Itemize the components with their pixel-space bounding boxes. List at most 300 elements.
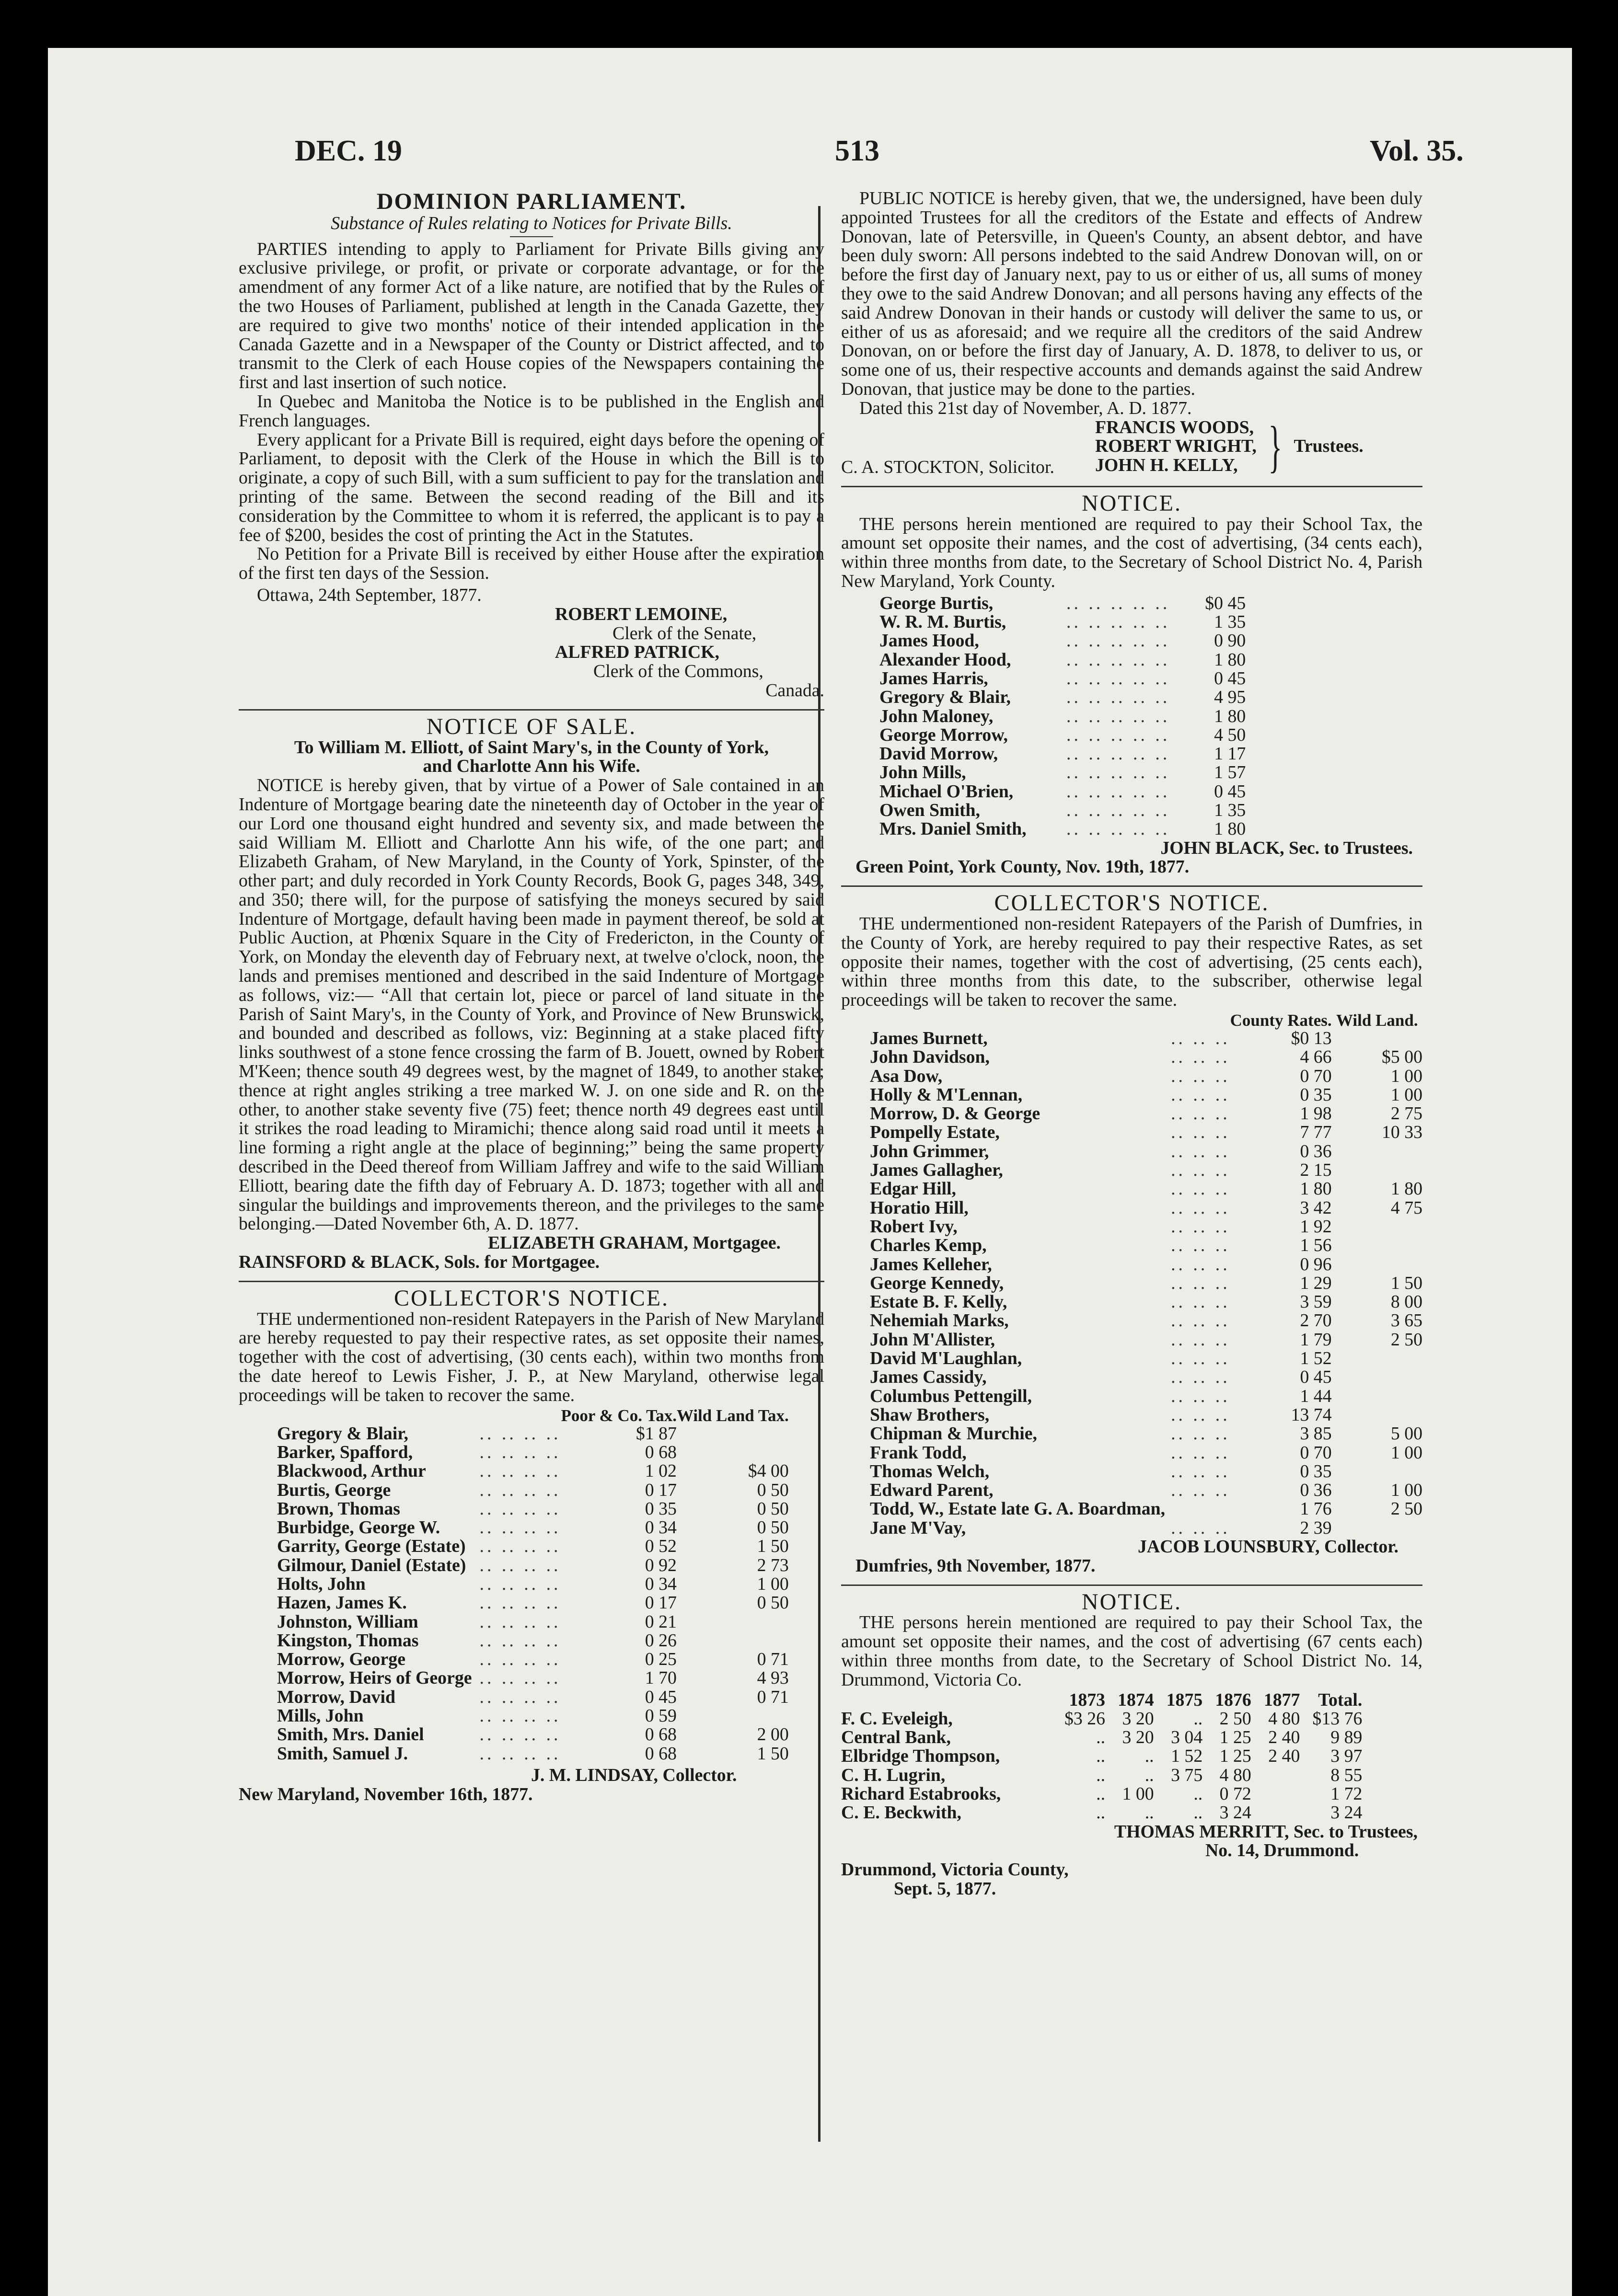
- leader-dots: .. .. .. .. ..: [1066, 781, 1170, 802]
- wild-land-amount: [1332, 1161, 1422, 1180]
- wild-land-amount: [1332, 1462, 1422, 1481]
- ratepayer-name: Morrow, David: [277, 1687, 396, 1707]
- county-rate-amount: 0 70: [1300, 1442, 1332, 1463]
- ratepayer-name: Hazen, James K.: [277, 1593, 407, 1613]
- table-row: [277, 1575, 789, 1594]
- table-row: [879, 726, 1246, 745]
- wild-land-amount: [677, 1613, 789, 1631]
- leader-dots: .. .. .. ..: [479, 1611, 561, 1632]
- leader-dots: .. .. ..: [1171, 1122, 1230, 1143]
- table-row: [870, 1462, 1422, 1481]
- year-amount: ..: [1193, 1708, 1203, 1729]
- ratepayer-name: James Harris,: [879, 668, 988, 689]
- leader-dots: .. .. ..: [1171, 1292, 1230, 1312]
- year-amount: 0 72: [1219, 1784, 1251, 1804]
- wild-land-amount: 1 00: [1390, 1442, 1422, 1463]
- year-amount: 4 80: [1219, 1765, 1251, 1785]
- table-row: [870, 1406, 1422, 1424]
- county-rate-amount: $0 13: [1291, 1028, 1332, 1048]
- year-amount: 3 75: [1171, 1765, 1203, 1785]
- leader-dots: .. .. ..: [1171, 1197, 1230, 1218]
- ratepayer-name: David M'Laughlan,: [870, 1348, 1022, 1369]
- county-rate-amount: 1 29: [1300, 1273, 1332, 1293]
- year-amount: ..: [1193, 1784, 1203, 1804]
- table-row: [870, 1217, 1422, 1236]
- notice14-title: NOTICE.: [1082, 1589, 1182, 1615]
- notice14-place-1: Drummond, Victoria County,: [841, 1860, 1069, 1880]
- tax-amount: $0 45: [1205, 593, 1246, 613]
- ratepayer-name: Burbidge, George W.: [277, 1517, 440, 1538]
- public-notice-dated: Dated this 21st day of November, A. D. 1877.: [859, 398, 1192, 418]
- sale-body: NOTICE is hereby given, that by virtue of a Power of Sale contained in an Indenture of Mortgage bearing date the nineteenth day of October in the year of our Lord one thousand eight hundred and seventy six, and made between the said William M. Elliott and Charlotte Ann his wife, of the one part; and Elizabeth Graham, of New Maryland, in the County of York, Spinster, of the other part; and duly recorded in York County Records, Book G, pages 348, 349, and 350; there will, for the purpose of satisfying the moneys secured by said Indenture of Mortgage, default having been made in payment thereof, be sold at Public Auction, at Phœnix Square in the City of Fredericton, in the County of York, on Monday the eleventh day of February next, at twelve o'clock, noon, the lands and premises mentioned and described in the said Indenture of Mortgage as follows, viz:— “All that certain lot, piece or parcel of land situate in the Parish of Saint Mary's, in the County of York, and Province of New Brunswick, and bounded and described as follows, viz: Beginning at a stake placed fifty links southwest of a stone fence crossing the farm of B. Jouett, owned by Robert M'Keen; thence south 49 degrees west, by the magnet of 1849, to another stake; thence at right angles striking a tree marked W. J. on one side and R. on the other, to another stake seventy five (75) feet; thence north 49 degrees east until it strikes the road leading to Miramichi; thence along said road until it meets a line forming a right angle at the place of beginning;” being the same property described in the Deed thereof from William Jaffrey and wife to the said William Elliott, bearing date the fifth day of February A. D. 1873; together with all and singular the buildings and improvements thereon, and the privileges to the same belonging.—Dated November 6th, A. D. 1877.: [239, 775, 824, 1234]
- ratepayer-name: James Cassidy,: [870, 1367, 987, 1388]
- wild-land-amount: [1332, 1255, 1422, 1274]
- leader-dots: .. .. ..: [1171, 1216, 1230, 1237]
- county-rate-amount: 3 59: [1300, 1292, 1332, 1312]
- leader-dots: .. .. .. ..: [479, 1480, 561, 1500]
- table-row: [870, 1368, 1422, 1387]
- section-rule: [239, 709, 824, 711]
- table-row: [841, 1785, 1362, 1803]
- ratepayer-name: George Burtis,: [879, 593, 994, 613]
- leader-dots: .. .. ..: [1171, 1461, 1230, 1481]
- leader-dots: .. .. ..: [1171, 1103, 1230, 1124]
- tax-amount: 0 45: [1214, 781, 1246, 802]
- year-amount: 3 24: [1330, 1802, 1363, 1823]
- year-amount: 1 72: [1330, 1784, 1363, 1804]
- ratepayer-name: Elbridge Thompson,: [841, 1746, 1000, 1767]
- year-amount: [1251, 1803, 1300, 1822]
- leader-dots: [1165, 1500, 1230, 1518]
- collector-d-body: THE undermentioned non-resident Ratepayers of the Parish of Dumfries, in the County of York, are hereby required to pay their respective Rates, as set opposite their names, together with the cost of advertising, (25 cents each), within three months from this date, to the subscriber, otherwise legal proceedings will be taken to recover the same.: [841, 913, 1422, 1010]
- county-rate-amount: 3 85: [1300, 1424, 1332, 1444]
- table-row: [870, 1123, 1422, 1142]
- dominion-paragraph-2: In Quebec and Manitoba the Notice is to be published in the English and French languages.: [239, 391, 824, 431]
- right-column: [841, 189, 1422, 1899]
- county-rate-amount: 2 39: [1300, 1517, 1332, 1538]
- county-rate-amount: 0 35: [1300, 1461, 1332, 1481]
- notice4-body: THE persons herein mentioned are required to pay their School Tax, the amount set opposite their names, and the cost of advertising, (34 cents each), within three months from date, to the Secretary of School District No. 4, Parish New Maryland, York County.: [841, 514, 1422, 591]
- year-amount: 3 04: [1171, 1727, 1203, 1748]
- year-amount: 9 89: [1330, 1727, 1363, 1748]
- year-amount: $13 76: [1312, 1708, 1363, 1729]
- table-row: [277, 1462, 789, 1481]
- ratepayer-name: Morrow, D. & George: [870, 1103, 1040, 1124]
- wild-land-amount: 1 80: [1390, 1179, 1422, 1199]
- table-row: [277, 1745, 789, 1763]
- trustee-name: FRANCIS WOODS,: [1095, 417, 1254, 437]
- brace-glyph: }: [1268, 414, 1283, 479]
- wild-land-amount: [1332, 1387, 1422, 1406]
- wild-land-amount: [677, 1631, 789, 1650]
- table-row: [870, 1331, 1422, 1349]
- ratepayer-name: Charles Kemp,: [870, 1235, 987, 1256]
- year-amount: ..: [1096, 1784, 1106, 1804]
- leader-dots: .. .. ..: [1171, 1160, 1230, 1181]
- table-row: [870, 1161, 1422, 1180]
- leader-dots: .. .. .. .. ..: [1066, 762, 1170, 783]
- tax-amount: 0 90: [1214, 631, 1246, 651]
- table-row: [870, 1236, 1422, 1255]
- ratepayer-name: C. H. Lugrin,: [841, 1765, 946, 1785]
- county-rate-amount: 2 15: [1300, 1160, 1332, 1181]
- ratepayer-name: Pompelly Estate,: [870, 1122, 1000, 1143]
- leader-dots: .. .. .. ..: [479, 1517, 561, 1538]
- leader-dots: .. .. .. ..: [479, 1498, 561, 1519]
- wild-land-amount: [1332, 1368, 1422, 1387]
- ratepayer-name: Blackwood, Arthur: [277, 1461, 426, 1481]
- table-row: [277, 1424, 789, 1443]
- table-row: [879, 688, 1246, 707]
- table-row: [277, 1613, 789, 1631]
- sale-solicitors: RAINSFORD & BLACK, Sols. for Mortgagee.: [239, 1252, 600, 1273]
- sale-addressee-2: and Charlotte Ann his Wife.: [423, 756, 640, 777]
- ratepayer-name: Smith, Mrs. Daniel: [277, 1724, 424, 1745]
- county-rate-amount: 1 80: [1300, 1179, 1332, 1199]
- leader-dots: .. .. .. .. ..: [1066, 819, 1170, 839]
- leader-dots: .. .. ..: [1171, 1179, 1230, 1199]
- year-amount: ..: [1193, 1802, 1203, 1823]
- leader-dots: .. .. ..: [1171, 1047, 1230, 1068]
- year-amount: ..: [1096, 1802, 1106, 1823]
- public-notice-body: PUBLIC NOTICE is hereby given, that we, the undersigned, have been duly appointed Trustees for all the creditors of the Estate and effects of Andrew Donovan, late of Petersville, in Queen's County, an absent debtor, and have been duly sworn: All persons indebted to the said Andrew Donovan will, on or before the first day of January next, pay to us or either of us, all sums of money they owe to the said Andrew Donovan; and all persons having any effects of the said Andrew Donovan in their hands or custody will deliver the same to us, or either of us as aforesaid; and we require all the creditors of the said Andrew Donovan, on or before the first day of January, A. D. 1878, to deliver to us, or some one of us, their respective accounts and demands against the said Andrew Donovan, that justice may be done to the parties.: [841, 188, 1422, 399]
- wild-land-amount: 1 50: [757, 1743, 789, 1764]
- trustees-label: Trustees.: [1294, 436, 1364, 457]
- ratepayer-name: Owen Smith,: [879, 800, 981, 820]
- dominion-signature-1: ROBERT LEMOINE,: [555, 604, 728, 624]
- table-row: [879, 801, 1246, 820]
- year-amount: 3 97: [1330, 1746, 1363, 1767]
- table-row: [870, 1274, 1422, 1293]
- table-row: [277, 1688, 789, 1707]
- tax-amount: 4 50: [1214, 724, 1246, 745]
- county-rate-amount: 1 52: [1300, 1348, 1332, 1369]
- leader-dots: .. .. ..: [1171, 1066, 1230, 1086]
- year-amount: 3 20: [1122, 1727, 1154, 1748]
- wild-land-amount: 10 33: [1381, 1122, 1422, 1143]
- wild-land-amount: 1 50: [757, 1536, 789, 1557]
- section-rule: [239, 1281, 824, 1282]
- leader-dots: .. .. ..: [1171, 1084, 1230, 1105]
- county-rate-amount: 1 92: [1300, 1216, 1332, 1237]
- wild-land-amount: 0 71: [757, 1687, 789, 1707]
- ratepayer-name: James Hood,: [879, 631, 979, 651]
- year-header: 1875: [1166, 1689, 1203, 1710]
- leader-dots: .. .. ..: [1171, 1517, 1230, 1538]
- ratepayer-name: C. E. Beckwith,: [841, 1802, 961, 1823]
- tax-amount: 1 80: [1214, 819, 1246, 839]
- wild-land-amount: 2 73: [757, 1555, 789, 1575]
- year-amount: 2 50: [1219, 1708, 1251, 1729]
- county-rate-amount: 1 76: [1300, 1499, 1332, 1519]
- dominion-signature-2-title: Clerk of the Commons,: [593, 661, 763, 682]
- table-row: [870, 1199, 1422, 1217]
- ratepayer-name: Central Bank,: [841, 1727, 951, 1748]
- tax-amount: 0 52: [645, 1536, 677, 1557]
- ratepayer-name: Asa Dow,: [870, 1066, 943, 1086]
- year-amount: 8 55: [1330, 1765, 1363, 1785]
- leader-dots: .. .. .. ..: [479, 1573, 561, 1594]
- tax-amount: 0 21: [645, 1611, 677, 1632]
- year-amount: 1 25: [1219, 1746, 1251, 1767]
- wild-land-amount: [1332, 1349, 1422, 1368]
- county-rate-amount: 1 98: [1300, 1103, 1332, 1124]
- ratepayer-name: Holts, John: [277, 1573, 366, 1594]
- tax-amount: 1 35: [1214, 612, 1246, 632]
- tax-amount: 0 35: [645, 1498, 677, 1519]
- leader-dots: .. .. .. ..: [479, 1743, 561, 1764]
- ratepayer-name: Morrow, Heirs of George: [277, 1668, 472, 1688]
- ratepayer-name: Kingston, Thomas: [277, 1630, 419, 1651]
- year-amount: 1 52: [1171, 1746, 1203, 1767]
- ratepayer-name: Burtis, George: [277, 1480, 391, 1500]
- ratepayer-name: Garrity, George (Estate): [277, 1536, 466, 1557]
- notice14-body: THE persons herein mentioned are required to pay their School Tax, the amount set opposite their names, and the cost of advertising (67 cents each) within three months from date, to the Secretary of School District No. 14, Drummond, Victoria Co.: [841, 1612, 1422, 1690]
- year-amount: 2 40: [1268, 1727, 1300, 1748]
- tax-amount: 4 95: [1214, 687, 1246, 708]
- dominion-paragraph-3: Every applicant for a Private Bill is required, eight days before the opening of Parliament, to deposit with the Clerk of the House in which the Bill is to originate, a copy of such Bill, with a sum sufficient to pay for the translation and printing of the same. Between the second reading of the Bill and its consideration by the Committee to whom it is referred, the applicant is to pay a fee of $200, besides the cost of printing the Act in the Statutes.: [239, 429, 824, 545]
- year-amount: 4 80: [1268, 1708, 1300, 1729]
- ratepayer-name: Smith, Samuel J.: [277, 1743, 408, 1764]
- ratepayer-name: Brown, Thomas: [277, 1498, 400, 1519]
- trustee-name: JOHN H. KELLY,: [1095, 455, 1238, 476]
- wild-land-amount: $5 00: [1381, 1047, 1422, 1068]
- section-rule: [841, 1584, 1422, 1586]
- ratepayer-name: Edward Parent,: [870, 1480, 994, 1501]
- leader-dots: .. .. ..: [1171, 1424, 1230, 1444]
- table-row: [277, 1725, 789, 1744]
- notice14-table: [841, 1691, 1362, 1823]
- leader-dots: .. .. .. ..: [479, 1687, 561, 1707]
- table-row: [879, 651, 1246, 669]
- section-rule: [841, 486, 1422, 487]
- table-row: [277, 1669, 789, 1688]
- leader-dots: .. .. ..: [1171, 1254, 1230, 1274]
- county-rate-amount: 7 77: [1300, 1122, 1332, 1143]
- notice14-signature-1: THOMAS MERRITT, Sec. to Trustees,: [1114, 1821, 1418, 1842]
- leader-dots: .. .. ..: [1171, 1028, 1230, 1048]
- table-row: [277, 1537, 789, 1556]
- wild-land-amount: 1 00: [1390, 1084, 1422, 1105]
- tax-amount: 0 34: [645, 1517, 677, 1538]
- ratepayer-name: Thomas Welch,: [870, 1461, 990, 1481]
- ratepayer-name: Johnston, William: [277, 1611, 418, 1632]
- collector-d-table: [870, 1012, 1422, 1538]
- wild-land-amount: 2 50: [1390, 1499, 1422, 1519]
- leader-dots: .. .. .. .. ..: [1066, 649, 1170, 670]
- table-row: [870, 1481, 1422, 1500]
- tax-amount: 0 45: [1214, 668, 1246, 689]
- table-row: [277, 1518, 789, 1537]
- table-row: [277, 1556, 789, 1575]
- table-row: [277, 1443, 789, 1462]
- leader-dots: .. .. ..: [1171, 1310, 1230, 1331]
- year-amount: ..: [1096, 1727, 1106, 1748]
- leader-dots: .. .. ..: [1171, 1367, 1230, 1388]
- tax-amount: 1 57: [1214, 762, 1246, 783]
- table-row: [870, 1387, 1422, 1406]
- wild-land-amount: 8 00: [1390, 1292, 1422, 1312]
- tax-amount: 0 68: [645, 1724, 677, 1745]
- ratepayer-name: Mills, John: [277, 1706, 364, 1726]
- tax-amount: 1 80: [1214, 706, 1246, 726]
- wild-land-amount: 1 00: [1390, 1066, 1422, 1086]
- table-row: [841, 1728, 1362, 1747]
- ratepayer-name: John Maloney,: [879, 706, 994, 726]
- year-amount: ..: [1144, 1765, 1154, 1785]
- trustee-name: ROBERT WRIGHT,: [1095, 436, 1257, 457]
- ratepayer-name: Richard Estabrooks,: [841, 1784, 1001, 1804]
- year-amount: $3 26: [1064, 1708, 1106, 1729]
- leader-dots: .. .. .. ..: [479, 1461, 561, 1481]
- table-header-row: [277, 1407, 789, 1424]
- table-row: [870, 1500, 1422, 1518]
- ratepayer-name: Frank Todd,: [870, 1442, 967, 1463]
- leader-dots: .. .. .. ..: [479, 1724, 561, 1745]
- year-amount: 2 40: [1268, 1746, 1300, 1767]
- table-row: [870, 1424, 1422, 1443]
- collector-nm-table: [277, 1407, 789, 1763]
- table-row: [841, 1747, 1362, 1766]
- table-header-row: [870, 1012, 1422, 1029]
- year-header-row: [841, 1691, 1362, 1710]
- table-row: [870, 1029, 1422, 1048]
- table-row: [879, 763, 1246, 782]
- ratepayer-name: Columbus Pettengill,: [870, 1386, 1032, 1406]
- county-rate-amount: 2 70: [1300, 1310, 1332, 1331]
- sale-addressee-1: To William M. Elliott, of Saint Mary's, in the County of York,: [294, 737, 769, 758]
- leader-dots: .. .. .. .. ..: [1066, 593, 1170, 613]
- ratepayer-name: Morrow, George: [277, 1649, 405, 1670]
- ratepayer-name: George Morrow,: [879, 724, 1008, 745]
- leader-dots: .. .. .. .. ..: [1066, 631, 1170, 651]
- ratepayer-name: Gregory & Blair,: [879, 687, 1011, 708]
- column-header: County Rates.: [1230, 1010, 1332, 1030]
- tax-amount: 1 02: [645, 1461, 677, 1481]
- year-header: 1877: [1263, 1689, 1300, 1710]
- ratepayer-name: James Kelleher,: [870, 1254, 992, 1274]
- county-rate-amount: 0 96: [1300, 1254, 1332, 1274]
- year-amount: 3 24: [1219, 1802, 1251, 1823]
- county-rate-amount: 4 66: [1300, 1047, 1332, 1068]
- dominion-subtitle: Substance of Rules relating to Notices for Private Bills.: [331, 213, 732, 233]
- table-row: [870, 1067, 1422, 1086]
- table-row: [841, 1710, 1362, 1728]
- leader-dots: .. .. .. ..: [479, 1668, 561, 1688]
- ratepayer-name: Gregory & Blair,: [277, 1423, 408, 1444]
- ratepayer-name: John M'Allister,: [870, 1329, 995, 1350]
- volume-label: Vol. 35.: [1370, 135, 1464, 167]
- wild-land-amount: 1 50: [1390, 1273, 1422, 1293]
- wild-land-amount: [1332, 1142, 1422, 1161]
- wild-land-amount: 0 50: [757, 1498, 789, 1519]
- table-row: [870, 1311, 1422, 1330]
- column-header: Wild Land.: [1336, 1010, 1418, 1030]
- year-header: 1874: [1118, 1689, 1154, 1710]
- table-row: [870, 1519, 1422, 1538]
- collector-nm-title: COLLECTOR'S NOTICE.: [393, 1285, 670, 1311]
- table-row: [277, 1500, 789, 1518]
- tax-amount: 0 17: [645, 1480, 677, 1500]
- ratepayer-name: John Mills,: [879, 762, 966, 783]
- table-row: [870, 1293, 1422, 1311]
- year-amount: ..: [1144, 1802, 1154, 1823]
- wild-land-amount: [1332, 1236, 1422, 1255]
- ratepayer-name: James Burnett,: [870, 1028, 988, 1048]
- table-row: [879, 707, 1246, 726]
- ratepayer-name: Holly & M'Lennan,: [870, 1084, 1023, 1105]
- wild-land-amount: 0 50: [757, 1593, 789, 1613]
- leader-dots: .. .. .. ..: [479, 1536, 561, 1557]
- collector-d-title: COLLECTOR'S NOTICE.: [994, 890, 1270, 916]
- leader-dots: .. .. ..: [1171, 1386, 1230, 1406]
- wild-land-amount: [1332, 1217, 1422, 1236]
- notice4-table: [879, 594, 1246, 839]
- wild-land-amount: 0 71: [757, 1649, 789, 1670]
- ratepayer-name: W. R. M. Burtis,: [879, 612, 1006, 632]
- year-amount: ..: [1096, 1746, 1106, 1767]
- table-row: [879, 782, 1246, 801]
- wild-land-amount: 0 50: [757, 1517, 789, 1538]
- tax-amount: 0 68: [645, 1442, 677, 1462]
- tax-amount: 0 68: [645, 1743, 677, 1764]
- ratepayer-name: George Kennedy,: [870, 1273, 1004, 1293]
- dominion-signature-3: Canada.: [765, 680, 824, 700]
- dominion-paragraph-4: No Petition for a Private Bill is received by either House after the expiration of the first ten days of the Session.: [239, 544, 824, 584]
- year-amount: 1 25: [1219, 1727, 1251, 1748]
- wild-land-amount: 2 75: [1390, 1103, 1422, 1124]
- page-number: 513: [835, 135, 879, 167]
- leader-dots: .. .. .. .. ..: [1066, 744, 1170, 764]
- wild-land-amount: [677, 1443, 789, 1462]
- collector-d-place-date: Dumfries, 9th November, 1877.: [855, 1555, 1096, 1576]
- dominion-signature-1-title: Clerk of the Senate,: [613, 623, 757, 643]
- ratepayer-name: Alexander Hood,: [879, 649, 1011, 670]
- leader-dots: .. .. ..: [1171, 1348, 1230, 1369]
- notice14-place-2: Sept. 5, 1877.: [894, 1879, 996, 1899]
- wild-land-amount: 1 00: [757, 1573, 789, 1594]
- wild-land-amount: 2 50: [1390, 1329, 1422, 1350]
- leader-dots: .. .. .. ..: [479, 1649, 561, 1670]
- dominion-title: DOMINION PARLIAMENT.: [376, 189, 687, 214]
- collector-d-signature: JACOB LOUNSBURY, Collector.: [1138, 1536, 1398, 1557]
- section-rule: [841, 885, 1422, 887]
- wild-land-amount: $4 00: [748, 1461, 789, 1481]
- year-header: 1873: [1069, 1689, 1106, 1710]
- tax-amount: 0 17: [645, 1593, 677, 1613]
- year-amount: ..: [1096, 1765, 1106, 1785]
- tax-amount: 1 70: [645, 1668, 677, 1688]
- table-row: [870, 1255, 1422, 1274]
- county-rate-amount: 3 42: [1300, 1197, 1332, 1218]
- sale-signature: ELIZABETH GRAHAM, Mortgagee.: [488, 1233, 781, 1253]
- collector-nm-place-date: New Maryland, November 16th, 1877.: [239, 1784, 533, 1804]
- leader-dots: .. .. .. .. ..: [1066, 800, 1170, 820]
- county-rate-amount: 0 36: [1300, 1141, 1332, 1161]
- table-row: [870, 1104, 1422, 1123]
- ratepayer-name: John Davidson,: [870, 1047, 990, 1068]
- table-row: [277, 1650, 789, 1669]
- leader-dots: .. .. ..: [1171, 1235, 1230, 1256]
- ratepayer-name: David Morrow,: [879, 744, 998, 764]
- ratepayer-name: Jane M'Vay,: [870, 1517, 966, 1538]
- leader-dots: .. .. .. ..: [479, 1706, 561, 1726]
- table-row: [879, 613, 1246, 631]
- left-column: [239, 189, 824, 1804]
- county-rate-amount: 13 74: [1291, 1404, 1332, 1425]
- collector-nm-signature: J. M. LINDSAY, Collector.: [531, 1765, 737, 1785]
- ratepayer-name: Mrs. Daniel Smith,: [879, 819, 1027, 839]
